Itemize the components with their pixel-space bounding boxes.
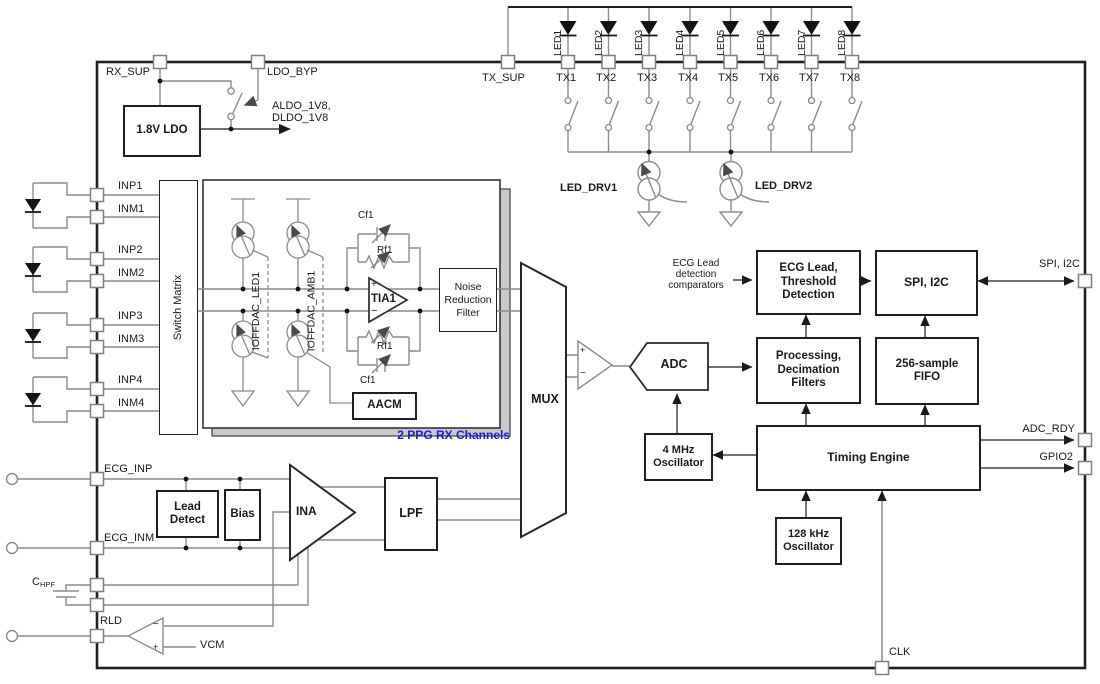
ecg-lead-threshold-block: ECG Lead, Threshold Detection	[756, 250, 861, 315]
ppg-channels-caption: 2 PPG RX Channels	[397, 428, 510, 442]
led-drv1-label: LED_DRV1	[560, 182, 618, 194]
tia-label: TIA1	[371, 293, 396, 305]
inp4-label: INP4	[118, 374, 143, 386]
rld-label: RLD	[100, 615, 123, 627]
tia-plus-label: +	[371, 279, 377, 290]
inp2-label: INP2	[118, 244, 143, 256]
tx-switch-icons	[565, 98, 855, 131]
mux-label: MUX	[531, 392, 559, 406]
tx5-label: TX5	[718, 72, 739, 84]
rx-sup-label: RX_SUP	[106, 66, 151, 78]
led-drv1-current-source-icon	[638, 152, 687, 226]
tia-minus-label: −	[371, 305, 378, 317]
ldo-byp-label: LDO_BYP	[267, 66, 318, 78]
adc-rdy-pad-label: ADC_RDY	[1022, 423, 1075, 435]
led5-label: LED5	[714, 29, 727, 56]
led4-label: LED4	[674, 29, 686, 56]
tx3-label: TX3	[637, 72, 658, 84]
noise-reduction-filter-block: Noise Reduction Filter	[439, 268, 497, 332]
led1-label: LED1	[552, 29, 564, 56]
iofdac-amb1-label: IOFFDAC_AMB1	[305, 270, 318, 351]
lpf-block: LPF	[384, 477, 438, 551]
rf1-bottom-label: Rf1	[377, 341, 393, 352]
rld-plus-label: +	[153, 642, 159, 652]
led3-label: LED3	[633, 29, 645, 56]
adc-label: ADC	[660, 357, 688, 371]
ldo-block: 1.8V LDO	[123, 105, 201, 157]
tx2-label: TX2	[596, 72, 617, 84]
cf1-top-label: Cf1	[358, 210, 374, 221]
vcm-label: VCM	[200, 639, 225, 651]
spi-i2c-pad-label: SPI, I2C	[1039, 258, 1080, 270]
fifo-block: 256-sample FIFO	[875, 337, 979, 405]
aacm-block: AACM	[352, 392, 417, 420]
led7-label: LED7	[795, 29, 808, 56]
inp1-label: INP1	[118, 180, 143, 192]
ecg-comparators-note: ECG Lead detection comparators	[668, 258, 724, 291]
inm2-label: INM2	[118, 267, 145, 279]
led2-label: LED2	[592, 29, 605, 56]
buffer-plus-label: +	[580, 345, 586, 355]
tx1-label: TX1	[556, 72, 577, 84]
ecg-electrode-icons	[7, 474, 18, 642]
bias-block: Bias	[224, 489, 261, 541]
inm3-label: INM3	[118, 333, 145, 345]
ina-label: INA	[296, 504, 317, 518]
iofdac-led1-label: IOFFDAC_LED1	[250, 271, 262, 350]
buffer-minus-label: −	[580, 368, 586, 379]
led8-label: LED8	[836, 29, 848, 56]
dldo-label: DLDO_1V8	[272, 112, 329, 124]
osc-128khz-block: 128 kHz Oscillator	[775, 517, 842, 565]
spi-i2c-block: SPI, I2C	[875, 250, 978, 316]
switch-matrix-block: Switch Matrix	[159, 180, 198, 435]
led-drv2-label: LED_DRV2	[755, 180, 813, 192]
tx7-label: TX7	[799, 72, 820, 84]
tx8-label: TX8	[840, 72, 861, 84]
chpf-label: $C_{HPF}$	[32, 576, 55, 589]
inm4-label: INM4	[118, 397, 145, 409]
gpio2-pad-label: GPIO2	[1039, 451, 1073, 463]
rf1-top-label: Rf1	[377, 245, 393, 256]
ecg-inm-label: ECG_INM	[104, 532, 155, 544]
tx-sup-label: TX_SUP	[482, 72, 525, 84]
clk-pad-label: CLK	[889, 646, 911, 658]
tx4-label: TX4	[678, 72, 699, 84]
lead-detect-block: Lead Detect	[156, 490, 219, 538]
ldo-bypass-switch-icon	[228, 88, 234, 120]
inm1-label: INM1	[118, 203, 145, 215]
photodiode-icons	[25, 199, 41, 406]
inp3-label: INP3	[118, 310, 143, 322]
led6-label: LED6	[755, 29, 767, 56]
rld-minus-label: −	[153, 619, 159, 630]
ecg-inp-label: ECG_INP	[104, 463, 153, 475]
osc-4mhz-block: 4 MHz Oscillator	[644, 433, 713, 481]
tx6-label: TX6	[759, 72, 780, 84]
cf1-bottom-label: Cf1	[360, 375, 376, 386]
timing-engine-block: Timing Engine	[756, 425, 981, 491]
aldo-label: ALDO_1V8,	[272, 100, 331, 112]
processing-decimation-block: Processing, Decimation Filters	[756, 337, 861, 404]
